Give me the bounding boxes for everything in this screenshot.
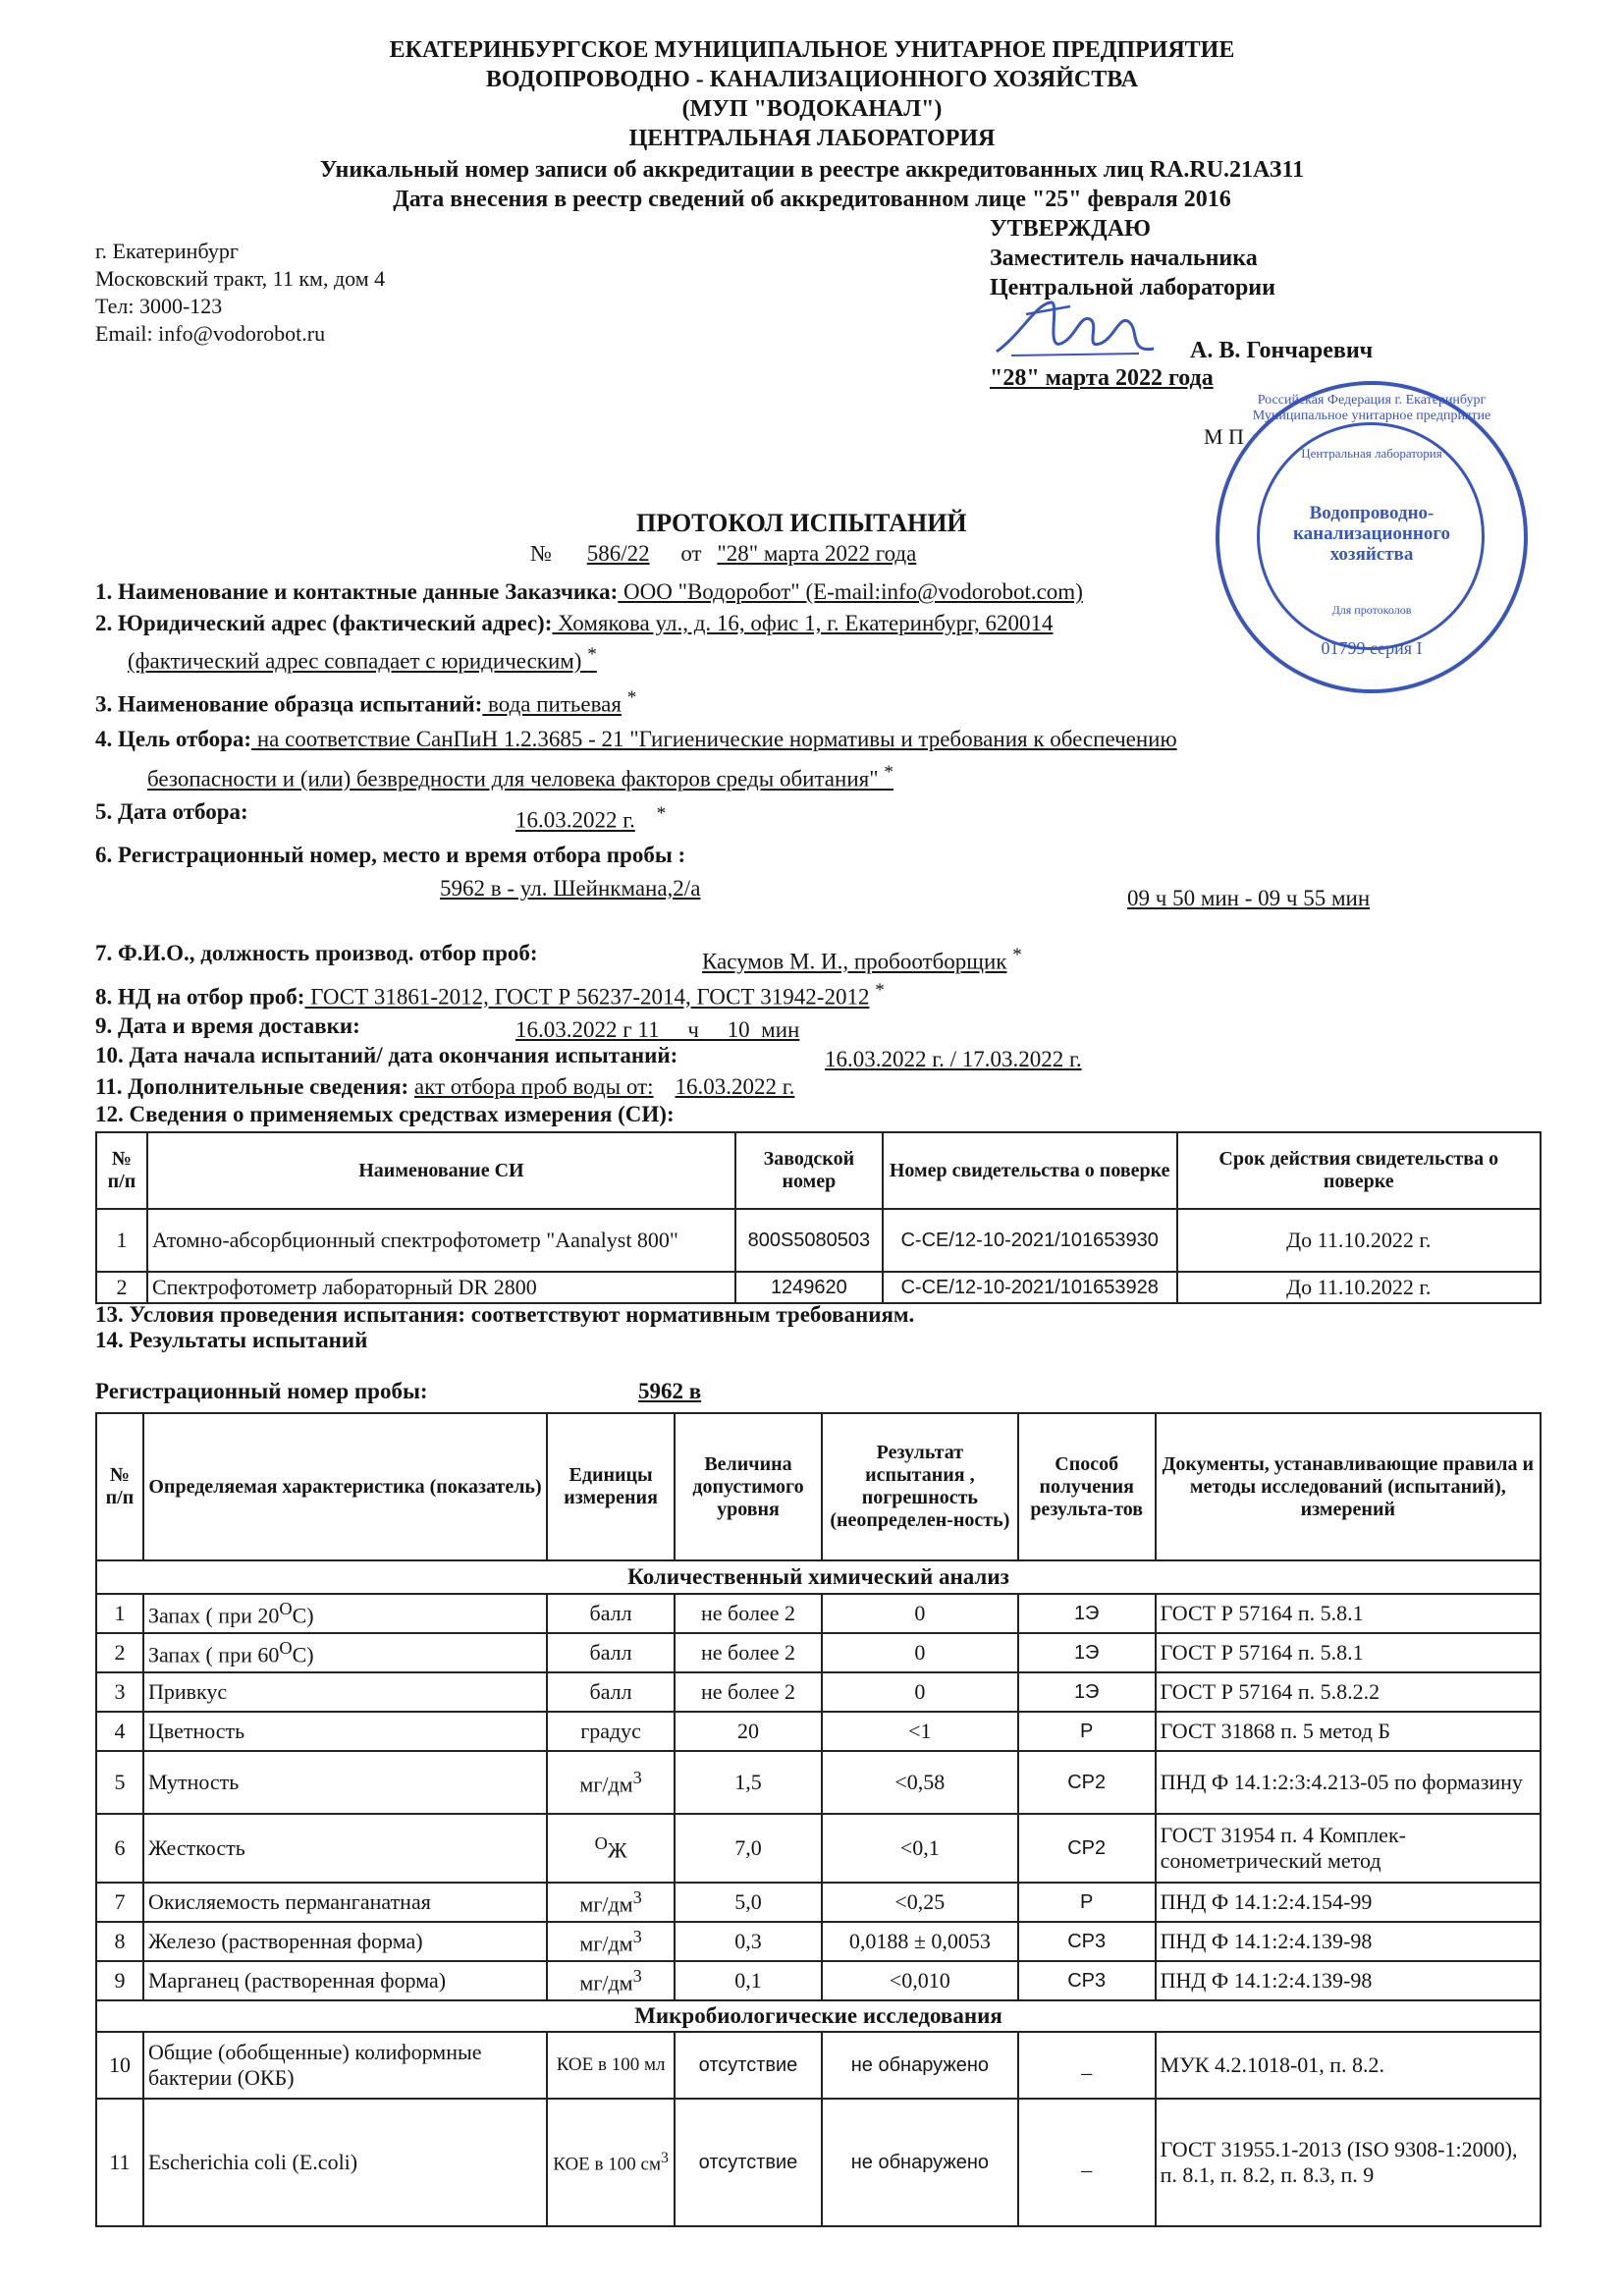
res-cell: 0,1	[675, 1961, 822, 2000]
res-cell: 1Э	[1018, 1594, 1156, 1633]
res-cell: КОЕ в 100 мл	[547, 2032, 675, 2099]
item-sampling-date-value-wrap	[515, 803, 666, 834]
res-cell: 8	[96, 1922, 143, 1961]
item-customer-label: 1. Наименование и контактные данные Заказчика:	[95, 579, 619, 604]
section-row	[96, 1560, 1541, 1594]
lab-name: ЦЕНТРАЛЬНАЯ ЛАБОРАТОРИЯ	[628, 126, 996, 151]
res-cell: СР3	[1018, 1961, 1156, 2000]
res-cell: Запах ( при $20^ОС$)	[143, 1594, 547, 1633]
si-cell: До 11.10.2022 г.	[1177, 1272, 1541, 1303]
res-cell: $мг/дм^3$	[547, 1751, 675, 1814]
item-registration	[95, 843, 685, 868]
item-delivery	[95, 1013, 360, 1039]
item-additional-date: 16.03.2022 г.	[675, 1074, 795, 1099]
sample-number: 5962 в	[638, 1379, 702, 1403]
item-test-dates-value: 16.03.2022 г. / 17.03.2022 г.	[825, 1047, 1082, 1071]
res-cell: 0,0188 ± 0,0053	[822, 1922, 1018, 1961]
res-cell: ГОСТ Р 57164 п. 5.8.1	[1156, 1594, 1541, 1633]
res-col-limit: Величина допустимого уровня	[675, 1413, 822, 1560]
protocol-no-label: №	[530, 541, 552, 566]
protocol-from-label: от	[680, 541, 702, 566]
table-row	[96, 1883, 1541, 1922]
item-customer	[95, 579, 1083, 605]
address-street: Московский тракт, 11 км, дом 4	[95, 266, 386, 291]
res-cell: Марганец (растворенная форма)	[143, 1961, 547, 2000]
item-delivery-label: 9. Дата и время доставки:	[95, 1013, 360, 1038]
res-cell: ПНД Ф 14.1:2:4.154-99	[1156, 1883, 1541, 1922]
table-row	[96, 1594, 1541, 1633]
address-city: г. Екатеринбург	[95, 239, 239, 263]
item-sample-name	[95, 687, 636, 718]
item-additional-label: 11. Дополнительные сведения:	[95, 1074, 409, 1099]
protocol-date: "28" марта 2022 года	[717, 541, 917, 566]
stamp-outer-text: Российская Федерация г. Екатеринбург Муниципальное унитарное предприятие	[1252, 393, 1491, 423]
res-cell: 0	[822, 1633, 1018, 1672]
org-line2: ВОДОПРОВОДНО - КАНАЛИЗАЦИОННОГО ХОЗЯЙСТВА	[485, 67, 1139, 92]
res-cell: градус	[547, 1712, 675, 1751]
approval-title: УТВЕРЖДАЮ	[990, 216, 1152, 242]
item-sampler-value-wrap	[702, 945, 1022, 975]
table-row	[96, 1272, 1541, 1303]
res-cell: <0,1	[822, 1814, 1018, 1883]
item-registration-time: 09 ч 50 мин - 09 ч 55 мин	[1127, 886, 1371, 910]
star-mark: *	[884, 762, 893, 783]
res-cell: Escherichia coli (E.coli)	[143, 2099, 547, 2226]
item-registration-number: 5962 в - ул. Шейнкмана,2/а	[440, 876, 701, 901]
res-col-no: № п/п	[96, 1413, 143, 1560]
org-line1: ЕКАТЕРИНБУРГСКОЕ МУНИЦИПАЛЬНОЕ УНИТАРНОЕ ПРЕДПРИЯТИЕ	[389, 37, 1235, 63]
res-cell: ПНД Ф 14.1:2:4.139-98	[1156, 1961, 1541, 2000]
table-row	[96, 1961, 1541, 2000]
res-cell: Мутность	[143, 1751, 547, 1814]
item-si-heading: 12. Сведения о применяемых средствах измерения (СИ):	[95, 1102, 675, 1126]
si-table-header	[96, 1132, 1541, 1209]
res-cell: Окисляемость перманганатная	[143, 1883, 547, 1922]
res-col-method: Способ получения результа-тов	[1018, 1413, 1156, 1560]
res-cell: 6	[96, 1814, 143, 1883]
res-cell: Цветность	[143, 1712, 547, 1751]
res-cell: $^О$Ж	[547, 1814, 675, 1883]
approval-position2: Центральной лаборатории	[990, 275, 1275, 301]
table-row	[96, 1633, 1541, 1672]
stamp-center-text: Водопроводно-канализационного хозяйства	[1293, 503, 1450, 565]
res-cell: Железо (растворенная форма)	[143, 1922, 547, 1961]
res-cell: отсутствие	[675, 2099, 822, 2226]
res-cell: ПНД Ф 14.1:2:4.139-98	[1156, 1922, 1541, 1961]
legal-note-text: (фактический адрес совпадает с юридическим)	[128, 648, 582, 674]
res-cell: _	[1018, 2032, 1156, 2099]
res-cell: не обнаружено	[822, 2032, 1018, 2099]
res-cell: Жесткость	[143, 1814, 547, 1883]
si-cell: Атомно-абсорбционный спектрофотометр "Aanalyst 800"	[147, 1209, 735, 1272]
si-cell: 1	[96, 1209, 147, 1272]
res-cell: 10	[96, 2032, 143, 2099]
res-cell: ГОСТ Р 57164 п. 5.8.1	[1156, 1633, 1541, 1672]
res-cell: балл	[547, 1672, 675, 1712]
star-mark: *	[587, 644, 597, 665]
res-col-documents: Документы, устанавливающие правила и методы исследований (испытаний), измерений	[1156, 1413, 1541, 1560]
si-cell: Спектрофотометр лабораторный DR 2800	[147, 1272, 735, 1303]
mp-label: М П	[1204, 424, 1244, 449]
table-row	[96, 1672, 1541, 1712]
res-cell: $мг/дм^3$	[547, 1961, 675, 2000]
section-chemical: Количественный химический анализ	[96, 1560, 1541, 1594]
res-cell: 4	[96, 1712, 143, 1751]
item-sampling-nd-value: ГОСТ 31861-2012, ГОСТ Р 56237-2014, ГОСТ 31942-2012	[304, 984, 870, 1010]
section-microbiology: Микробиологические исследования	[96, 2000, 1541, 2032]
item-customer-value: ООО "Водоробот" (E-mail:info@vodorobot.com)	[618, 579, 1083, 604]
res-cell: СР2	[1018, 1814, 1156, 1883]
res-cell: не более 2	[675, 1672, 822, 1712]
results-table-header	[96, 1413, 1541, 1560]
res-cell: 9	[96, 1961, 143, 2000]
item-sampling-date	[95, 799, 248, 825]
si-col-validity: Срок действия свидетельства о поверке	[1177, 1132, 1541, 1209]
si-cell: 800S5080503	[735, 1209, 883, 1272]
res-cell: не более 2	[675, 1594, 822, 1633]
item-sampler-label: 7. Ф.И.О., должность производ. отбор проб:	[95, 941, 538, 965]
protocol-number: 586/22	[586, 541, 650, 566]
item-sampling-date-value: 16.03.2022 г.	[515, 807, 635, 833]
res-cell: МУК 4.2.1018-01, п. 8.2.	[1156, 2032, 1541, 2099]
res-cell: 5	[96, 1751, 143, 1814]
res-cell: отсутствие	[675, 2032, 822, 2099]
star-mark: *	[1012, 945, 1022, 965]
item-test-dates	[95, 1043, 677, 1068]
res-cell: 5,0	[675, 1883, 822, 1922]
item-test-dates-label: 10. Дата начала испытаний/ дата окончания испытаний:	[95, 1043, 678, 1067]
res-cell: Р	[1018, 1712, 1156, 1751]
table-row	[96, 1922, 1541, 1961]
stamp-bottom-text: Для протоколов	[1331, 603, 1412, 617]
res-cell: 0,3	[675, 1922, 822, 1961]
res-cell: КОЕ в 100 $см^3$	[547, 2099, 675, 2226]
res-cell: 1,5	[675, 1751, 822, 1814]
res-col-units: Единицы измерения	[547, 1413, 675, 1560]
address-phone: Тел: 3000-123	[95, 294, 223, 318]
stamp-serial: 01799 серия I	[1321, 638, 1423, 658]
section-row	[96, 2000, 1541, 2032]
res-cell: ГОСТ 31955.1-2013 (ISO 9308-1:2000), п. 8.1, п. 8.2, п. 8.3, п. 9	[1156, 2099, 1541, 2226]
res-col-parameter: Определяемая характеристика (показатель)	[143, 1413, 547, 1560]
res-cell: 0	[822, 1672, 1018, 1712]
item-sampling-nd-label: 8. НД на отбор проб:	[95, 984, 305, 1010]
res-cell: ГОСТ 31868 п. 5 метод Б	[1156, 1712, 1541, 1751]
item-purpose-line2	[147, 762, 893, 793]
res-cell: <1	[822, 1712, 1018, 1751]
star-mark: *	[875, 980, 885, 1001]
res-cell: 20	[675, 1712, 822, 1751]
si-col-serial: Заводской номер	[735, 1132, 883, 1209]
address-email: Email: info@vodorobot.ru	[95, 321, 326, 346]
item-additional	[95, 1074, 794, 1100]
item-legal-address-note	[128, 644, 597, 675]
si-cell: 1249620	[735, 1272, 883, 1303]
protocol-title: ПРОТОКОЛ ИСПЫТАНИЙ	[636, 509, 967, 537]
res-cell: <0,25	[822, 1883, 1018, 1922]
round-stamp	[1216, 381, 1528, 693]
item-purpose	[95, 727, 1177, 752]
si-col-certificate: Номер свидетельства о поверке	[883, 1132, 1177, 1209]
item-sample-name-value: вода питьевая	[482, 691, 622, 717]
res-cell: ПНД Ф 14.1:2:3:4.213-05 по формазину	[1156, 1751, 1541, 1814]
si-col-no: № п/п	[96, 1132, 147, 1209]
res-col-result: Результат испытания , погрешность (неопределен-ность)	[822, 1413, 1018, 1560]
table-row	[96, 1814, 1541, 1883]
res-cell: ГОСТ Р 57164 п. 5.8.2.2	[1156, 1672, 1541, 1712]
res-cell: ГОСТ 31954 п. 4 Комплек-сонометрический метод	[1156, 1814, 1541, 1883]
si-cell: С-СЕ/12-10-2021/101653928	[883, 1272, 1177, 1303]
star-mark: *	[656, 803, 667, 824]
si-cell: С-СЕ/12-10-2021/101653930	[883, 1209, 1177, 1272]
item-sample-name-label: 3. Наименование образца испытаний:	[95, 691, 483, 717]
item-sampler-value: Касумов М. И., пробоотборщик	[702, 949, 1007, 974]
res-cell: 2	[96, 1633, 143, 1672]
item-additional-value: акт отбора проб воды от:	[413, 1074, 654, 1099]
item-results-heading: 14. Результаты испытаний	[95, 1328, 368, 1352]
res-cell: Р	[1018, 1883, 1156, 1922]
item-legal-address-value: Хомякова ул., д. 16, офис 1, г. Екатеринбург, 620014	[552, 611, 1054, 635]
si-cell: 2	[96, 1272, 147, 1303]
si-table	[95, 1131, 1542, 1304]
res-cell: балл	[547, 1594, 675, 1633]
item-purpose-label: 4. Цель отбора:	[95, 727, 252, 751]
item-registration-label: 6. Регистрационный номер, место и время отбора пробы :	[95, 843, 686, 867]
item-sampling-nd	[95, 980, 885, 1011]
stamp-inner-text: Центральная лаборатория	[1301, 446, 1442, 461]
accreditation-line: Уникальный номер записи об аккредитации в реестре аккредитованных лиц RA.RU.21АЗ11	[319, 157, 1305, 183]
item-legal-address-label: 2. Юридический адрес (фактический адрес):	[95, 611, 553, 635]
item-purpose-value: на соответствие СанПиН 1.2.3685 - 21 "Гигиенические нормативы и требования к обеспечению	[251, 727, 1177, 751]
si-cell: До 11.10.2022 г.	[1177, 1209, 1541, 1272]
res-cell: СР3	[1018, 1922, 1156, 1961]
res-cell: 11	[96, 2099, 143, 2226]
sample-label: Регистрационный номер пробы:	[95, 1379, 428, 1403]
approval-block	[990, 214, 1275, 302]
org-line3: (МУП "ВОДОКАНАЛ")	[681, 96, 943, 122]
res-cell: 7	[96, 1883, 143, 1922]
res-cell: балл	[547, 1633, 675, 1672]
res-cell: Общие (обобщенные) колиформные бактерии (ОКБ)	[143, 2032, 547, 2099]
star-mark: *	[626, 687, 637, 708]
res-cell: 3	[96, 1672, 143, 1712]
res-cell: 1Э	[1018, 1672, 1156, 1712]
item-sampler	[95, 941, 538, 966]
res-cell: <0,010	[822, 1961, 1018, 2000]
res-cell: 1	[96, 1594, 143, 1633]
approval-date: "28" марта 2022 года	[990, 365, 1214, 391]
res-cell: $мг/дм^3$	[547, 1883, 675, 1922]
res-cell: 0	[822, 1594, 1018, 1633]
item-delivery-value: 16.03.2022 г 11 ч 10 мин	[515, 1017, 800, 1042]
signature	[992, 295, 1159, 368]
si-col-name: Наименование СИ	[147, 1132, 735, 1209]
res-cell: Запах ( при $60^ОС$)	[143, 1633, 547, 1672]
res-cell: 7,0	[675, 1814, 822, 1883]
item-legal-address	[95, 611, 1053, 636]
res-cell: <0,58	[822, 1751, 1018, 1814]
res-cell: $мг/дм^3$	[547, 1922, 675, 1961]
res-cell: Привкус	[143, 1672, 547, 1712]
res-cell: _	[1018, 2099, 1156, 2226]
protocol-number-line	[530, 541, 916, 567]
approval-position1: Заместитель начальника	[990, 246, 1258, 271]
address-block	[95, 238, 385, 348]
registry-date-line: Дата внесения в реестр сведений об аккредитованном лице "25" февраля 2016	[393, 187, 1231, 212]
results-table	[95, 1412, 1542, 2227]
table-row	[96, 1751, 1541, 1814]
purpose-line2-text: безопасности и (или) безвредности для человека факторов среды обитания"	[147, 766, 879, 792]
res-cell: не обнаружено	[822, 2099, 1018, 2226]
item-sampling-date-label: 5. Дата отбора:	[95, 799, 248, 824]
table-row	[96, 2032, 1541, 2099]
table-row	[96, 2099, 1541, 2226]
item-conditions: 13. Условия проведения испытания: соответствуют нормативным требованиям.	[95, 1302, 915, 1327]
table-row	[96, 1209, 1541, 1272]
res-cell: не более 2	[675, 1633, 822, 1672]
res-cell: СР2	[1018, 1751, 1156, 1814]
approval-name: А. В. Гончаревич	[1190, 338, 1374, 363]
res-cell: 1Э	[1018, 1633, 1156, 1672]
table-row	[96, 1712, 1541, 1751]
